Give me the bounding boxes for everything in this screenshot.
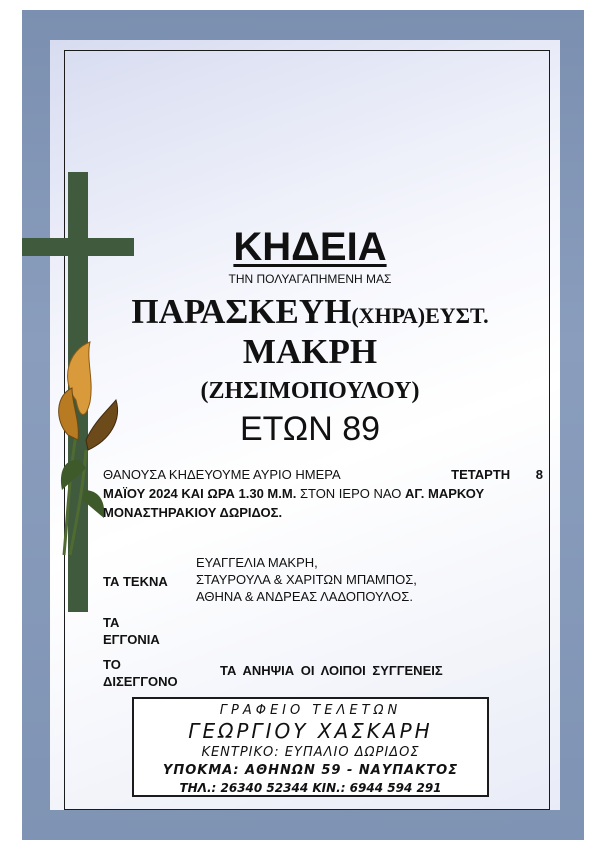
age: ΕΤΩΝ 89 bbox=[239, 410, 381, 448]
husband-name: ΕΥΣΤ. bbox=[425, 303, 489, 328]
church-name: ΑΓ. ΜΑΡΚΟΥ bbox=[405, 486, 485, 501]
widow-note: (ΧΗΡΑ) bbox=[351, 303, 426, 328]
great-grandchild-label-line-1: ΤΟ bbox=[103, 657, 121, 672]
church-intro: ΣΤΟΝ ΙΕΡΟ ΝΑΟ bbox=[299, 486, 402, 501]
office-branch-address: ΥΠΟΚΜΑ: ΑΘΗΝΩΝ 59 - ΝΑΥΠΑΚΤΟΣ bbox=[162, 763, 459, 778]
grandchildren-label bbox=[103, 614, 160, 648]
office-name: ΓΕΩΡΓΙΟΥ ΧΑΣΚΑΡΗ bbox=[188, 719, 433, 743]
calla-lily-icon bbox=[50, 340, 130, 565]
maiden-name: (ΖΗΣΙΜΟΠΟΥΛΟΥ) bbox=[200, 378, 420, 404]
funeral-day: ΤΕΤΑΡΤΗ 8 bbox=[451, 467, 543, 482]
funeral-place: ΜΟΝΑΣΤΗΡΑΚΙΟΥ ΔΩΡΙΔΟΣ. bbox=[103, 505, 283, 520]
beloved-subtitle: ΤΗΝ ΠΟΛΥΑΓΑΠΗΜΕΝΗ ΜΑΣ bbox=[228, 272, 392, 286]
children-list bbox=[196, 554, 417, 605]
announcement-line-2 bbox=[103, 484, 543, 503]
funeral-announcement bbox=[103, 465, 543, 522]
office-label: ΓΡΑΦΕΙΟ ΤΕΛΕΤΩΝ bbox=[219, 703, 402, 718]
child-entry: ΣΤΑΥΡΟΥΛΑ & ΧΑΡΙΤΩΝ ΜΠΑΜΠΟΣ, bbox=[196, 572, 417, 587]
office-phones: ΤΗΛ.: 26340 52344 ΚΙΝ.: 6944 594 291 bbox=[179, 781, 442, 795]
children-label: ΤΑ ΤΕΚΝΑ bbox=[103, 574, 168, 589]
first-name: ΠΑΡΑΣΚΕΥΗ bbox=[131, 292, 352, 331]
great-grandchild-label-line-2: ΔΙΣΕΓΓΟΝΟ bbox=[103, 674, 178, 689]
grandchildren-label-line-1: ΤΑ bbox=[103, 615, 120, 630]
child-entry: ΕΥΑΓΓΕΛΙΑ ΜΑΚΡΗ, bbox=[196, 555, 318, 570]
other-relatives: ΤΑ ΑΝΗΨΙΑ ΟΙ ΛΟΙΠΟΙ ΣΥΓΓΕΝΕΙΣ bbox=[220, 663, 443, 678]
grandchildren-label-line-2: ΕΓΓΟΝΙΑ bbox=[103, 632, 160, 647]
funeral-title: ΚΗΔΕΙΑ bbox=[233, 225, 387, 269]
announcement-intro: ΘΑΝΟΥΣΑ ΚΗΔΕΥΟΥΜΕ ΑΥΡΙΟ ΗΜΕΡΑ bbox=[103, 467, 341, 482]
funeral-date-time: ΜΑΪΟΥ 2024 ΚΑΙ ΩΡΑ 1.30 Μ.Μ. bbox=[103, 486, 297, 501]
office-main-address: ΚΕΝΤΡΙΚΟ: ΕΥΠΑΛΙΟ ΔΩΡΙΔΟΣ bbox=[201, 745, 420, 760]
deceased-first-name bbox=[100, 292, 520, 332]
funeral-office-box bbox=[132, 697, 489, 797]
deceased-surname: ΜΑΚΡΗ bbox=[242, 332, 378, 371]
announcement-line-1 bbox=[103, 465, 543, 484]
great-grandchild-label bbox=[103, 656, 178, 690]
child-entry: ΑΘΗΝΑ & ΑΝΔΡΕΑΣ ΛΑΔΟΠΟΥΛΟΣ. bbox=[196, 589, 413, 604]
